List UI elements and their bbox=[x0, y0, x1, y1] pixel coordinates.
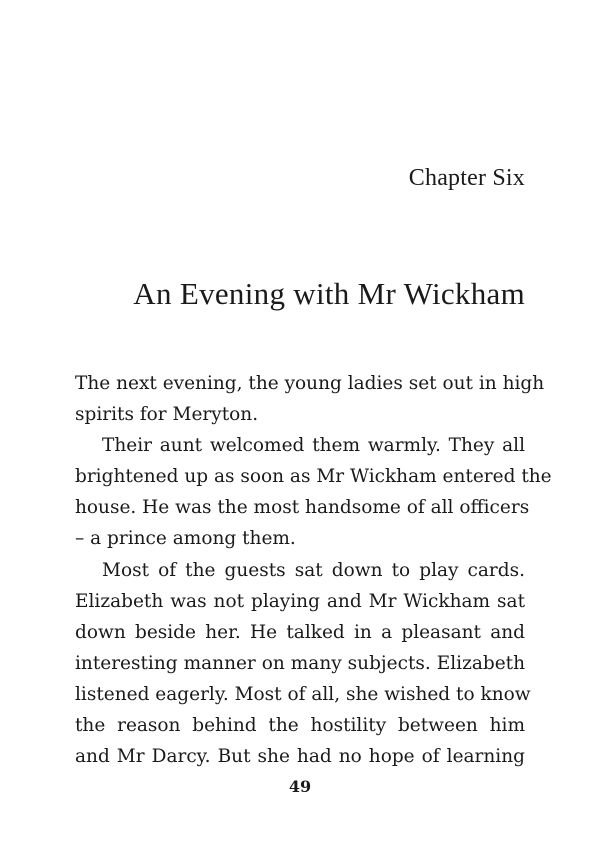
body-line: Most of the guests sat down to play cards. bbox=[102, 559, 525, 581]
body-line: Their aunt welcomed them warmly. They all bbox=[102, 435, 525, 457]
body-line: house. He was the most handsome of all officers bbox=[75, 497, 530, 519]
body-text bbox=[75, 368, 552, 772]
body-line: Elizabeth was not playing and Mr Wickham sat bbox=[75, 590, 525, 612]
body-line: listened eagerly. Most of all, she wished to know bbox=[75, 683, 531, 705]
body-line: interesting manner on many subjects. Elizabeth bbox=[75, 652, 525, 674]
body-line: brightened up as soon as Mr Wickham entered the bbox=[75, 466, 552, 488]
body-line: the reason behind the hostility between him bbox=[75, 715, 525, 737]
body-line: down beside her. He talked in a pleasant and bbox=[75, 621, 525, 643]
chapter-label: Chapter Six bbox=[408, 165, 525, 191]
body-line: and Mr Darcy. But she had no hope of learning bbox=[75, 746, 525, 768]
body-line: spirits for Meryton. bbox=[75, 404, 259, 426]
page-number: 49 bbox=[288, 777, 312, 796]
chapter-title: An Evening with Mr Wickham bbox=[133, 276, 525, 311]
body-line: – a prince among them. bbox=[75, 528, 296, 550]
body-line: The next evening, the young ladies set out in high bbox=[75, 373, 545, 394]
